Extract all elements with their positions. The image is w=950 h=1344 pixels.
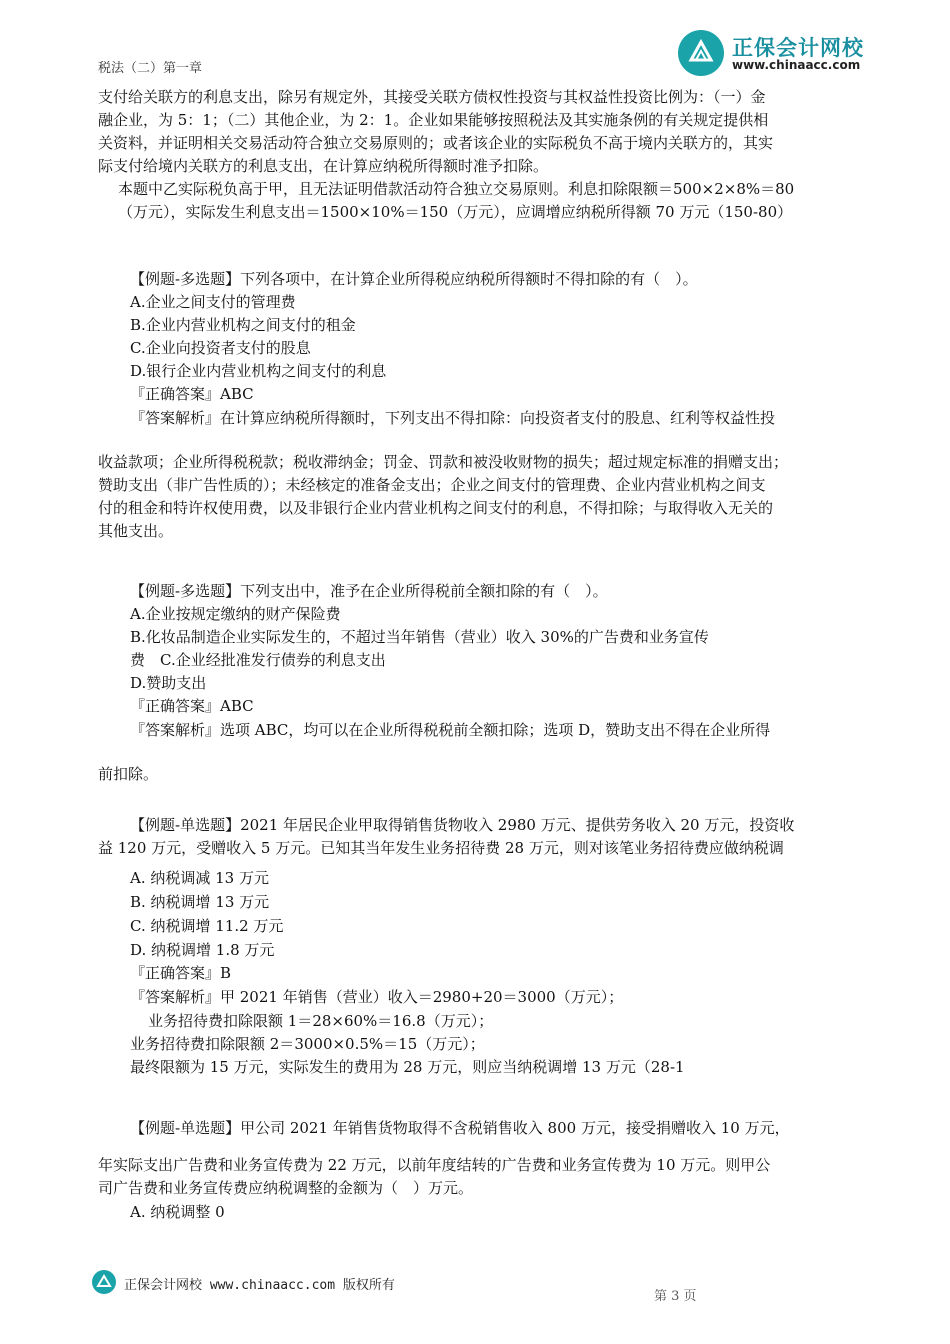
question-stem-clipped <box>130 1119 880 1140</box>
question-stem-cut-line: 益 120 万元，受赠收入 5 万元。已知其当年发生业务招待费 28 万元，则对该笔业务招待费应做纳税调 <box>98 839 784 857</box>
brand-logo[interactable] <box>678 28 878 78</box>
question-option: A.企业按规定缴纳的财产保险费 <box>130 605 341 623</box>
running-header-text: 税法（二）第一章 <box>98 61 203 76</box>
answer-analysis: 『答案解析』选项 ABC，均可以在企业所得税税前全额扣除；选项 D，赞助支出不得在企业所得 <box>130 721 771 739</box>
answer-analysis: 『答案解析』在计算应纳税所得额时，下列支出不得扣除：向投资者支付的股息、红利等权益性投 <box>130 409 776 427</box>
answer-analysis: 最终限额为 15 万元，实际发生的费用为 28 万元，则应当纳税调增 13 万元（28-1 <box>130 1058 685 1076</box>
question-option: D.银行企业内营业机构之间支付的利息 <box>130 362 387 380</box>
question-option: D. 纳税调增 1.8 万元 <box>130 941 275 959</box>
question-option: A. 纳税调减 13 万元 <box>130 869 269 887</box>
question-option: A.企业之间支付的管理费 <box>130 293 296 311</box>
footer-logo-icon <box>92 1270 116 1294</box>
answer-analysis: 『答案解析』甲 2021 年销售（营业）收入＝2980+20＝3000（万元）； <box>130 988 624 1006</box>
correct-answer: 『正确答案』B <box>130 964 232 982</box>
logo-icon <box>678 30 724 76</box>
question-option-clipped <box>130 1201 430 1221</box>
question-stem-cut-line: 【例题-单选题】甲公司 2021 年销售货物取得不含税销售收入 800 万元，接受捐赠收入 10 万元， <box>130 1119 790 1137</box>
question-option: B.化妆品制造企业实际发生的，不超过当年销售（营业）收入 30%的广告费和业务宣传 <box>130 628 709 646</box>
question-option: B. 纳税调增 13 万元 <box>130 893 270 911</box>
paragraph-line: 融企业，为 5：1；（二）其他企业，为 2：1。企业如果能够按照税法及其实施条例的有关规定提供相 <box>98 111 769 129</box>
question-option: D.赞助支出 <box>130 674 207 692</box>
question-text: 年实际支出广告费和业务宣传费为 22 万元，以前年度结转的广告费和业务宣传费为 10 万元。则甲公 <box>98 1156 771 1174</box>
answer-analysis: 业务招待费扣除限额 1＝28×60%＝16.8（万元）； <box>148 1012 494 1030</box>
running-header <box>98 52 208 76</box>
paragraph-line: 际支付给境内关联方的利息支出，在计算应纳税所得额时准予扣除。 <box>98 157 549 175</box>
question-option: B.企业内营业机构之间支付的租金 <box>130 316 356 334</box>
answer-analysis: 前扣除。 <box>98 765 159 783</box>
question-text: 司广告费和业务宣传费应纳税调整的金额为（ ）万元。 <box>98 1179 474 1197</box>
paragraph-line: 本题中乙实际税负高于甲，且无法证明借款活动符合独立交易原则。利息扣除限额＝500×2×8%＝80 <box>118 180 795 198</box>
paragraph-line: （万元），实际发生利息支出＝1500×10%＝150（万元），应调增应纳税所得额 70 万元（150-80） <box>118 203 793 221</box>
answer-analysis: 其他支出。 <box>98 522 174 540</box>
question-option: C.企业向投资者支付的股息 <box>130 339 311 357</box>
correct-answer: 『正确答案』ABC <box>130 385 254 403</box>
question-stem: 【例题-多选题】下列支出中，准予在企业所得税前全额扣除的有（ ）。 <box>130 582 608 600</box>
question-stem: 【例题-单选题】2021 年居民企业甲取得销售货物收入 2980 万元、提供劳务收入 20 万元，投资收 <box>130 816 795 834</box>
paragraph-line: 支付给关联方的利息支出，除另有规定外，其接受关联方债权性投资与其权益性投资比例为：（一）金 <box>98 88 766 106</box>
answer-analysis: 付的租金和特许权使用费，以及非银行企业内营业机构之间支付的利息，不得扣除；与取得收入无关的 <box>98 499 774 517</box>
answer-analysis: 收益款项；企业所得税税款；税收滞纳金；罚金、罚款和被没收财物的损失；超过规定标准的捐赠支出； <box>98 453 789 471</box>
answer-analysis: 业务招待费扣除限额 2＝3000×0.5%＝15（万元）； <box>130 1035 485 1053</box>
question-stem-clipped <box>98 837 878 857</box>
page-footer <box>92 1268 512 1298</box>
question-option: C. 纳税调增 11.2 万元 <box>130 917 284 935</box>
question-option: 费 C.企业经批准发行债券的利息支出 <box>130 651 386 669</box>
page-number <box>654 1285 697 1304</box>
question-stem: 【例题-多选题】下列各项中，在计算企业所得税应纳税所得额时不得扣除的有（ ）。 <box>130 270 698 288</box>
answer-analysis: 赞助支出（非广告性质的）；未经核定的准备金支出；企业之间支付的管理费、企业内营业机构之间支 <box>98 476 766 494</box>
question-option: A. 纳税调整 0 <box>130 1203 225 1221</box>
paragraph-line: 关资料，并证明相关交易活动符合独立交易原则的；或者该企业的实际税负不高于境内关联方的，其实 <box>98 134 774 152</box>
footer-copyright: 正保会计网校 www.chinaacc.com 版权所有 <box>124 1278 395 1293</box>
brand-url: www.chinaacc.com <box>732 58 861 72</box>
brand-name: 正保会计网校 <box>732 36 864 60</box>
page-number-text: 第 3 页 <box>654 1289 697 1304</box>
correct-answer: 『正确答案』ABC <box>130 697 254 715</box>
